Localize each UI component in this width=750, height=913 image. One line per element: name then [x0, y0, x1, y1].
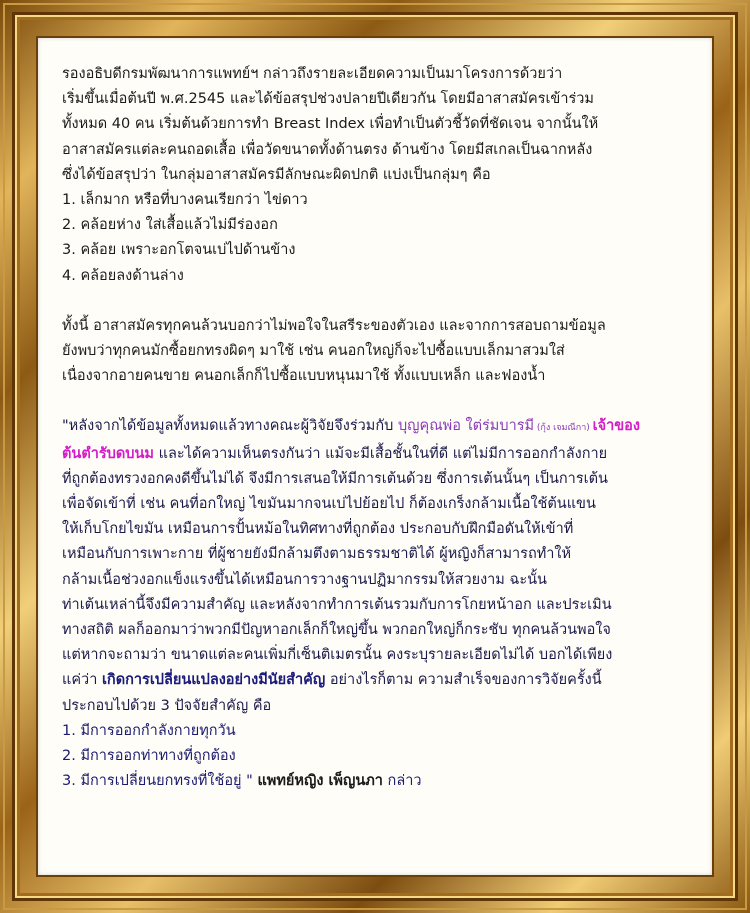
- success-factors-list: [62, 719, 692, 795]
- collaborator-name: บุญคุณพ่อ ใต่ร่มบารมี: [397, 418, 535, 435]
- list-item: 4. คล้อยลงด้านล่าง: [62, 267, 184, 284]
- owner-label: เจ้าของ: [592, 418, 640, 435]
- intro-paragraph: รองอธิบดีกรมพัฒนาการแพทย์ฯ กล่าวถึงรายละเอียดความเป็นมาโครงการด้วยว่า เริ่มขึ้นเมื่อต้นปี พ.ศ.2545 และได้ข้อสรุปช่วงปลายปีเดียวกัน โดยมีอาสาสมัครเข้าร่วม ทั้งหมด 40 คน เริ่มต้นด้วยการทำ Breast Index เพื่อทำเป็นตัวชี้วัดที่ชัดเจน จากนั้นให้ อาสาสมัครแต่ละคนถอดเสื้อ เพื่อวัดขนาดทั้งด้านตรง ด้านข้าง โดยมีสเกลเป็นฉากหลัง ซึ่งได้ข้อสรุปว่า ในกลุ่มอาสาสมัครมีลักษณะผิดปกติ แบ่งเป็นกลุ่มๆ คือ: [62, 66, 599, 183]
- quote-paragraph: [62, 414, 692, 718]
- survey-paragraph: ทั้งนี้ อาสาสมัครทุกคนล้วนบอกว่าไม่พอใจในสรีระของตัวเอง และจากการสอบถามข้อมูล ยังพบว่าทุกคนมักซื้อยกทรงผิดๆ มาใช้ เช่น คนอกใหญ่ก็จะไปซื้อแบบเล็กมาสวมใส่ เนื่องจากอายคนขาย คนอกเล็กก็ไปซื้อแบบหนุนมาใช้ ทั้งแบบเหล็ก และฟองน้ำ: [62, 317, 606, 385]
- article-panel: [36, 36, 714, 877]
- paragraph-gap: [62, 289, 692, 314]
- list-item: 3. คล้อย เพราะอกโตจนเบ่ไปด้านข้าง: [62, 242, 296, 259]
- list-item: 1. มีการออกกำลังกายทุกวัน: [62, 722, 236, 739]
- final-factor: 3. มีการเปลี่ยนยกทรงที่ใช้อยู่ ": [62, 773, 258, 790]
- collaborator-note: (กุ้ง เจมณีกา): [534, 423, 593, 434]
- quote-lead: "หลังจากได้ข้อมูลทั้งหมดแล้วทางคณะผู้วิจัยจึงร่วมกับ: [62, 418, 398, 435]
- list-item-final: [62, 769, 692, 794]
- abnormal-groups-list: [62, 188, 692, 289]
- list-item: 2. คล้อยห่าง ใส่เสื้อแล้วไม่มีร่องอก: [62, 217, 278, 234]
- list-item: 1. เล็กมาก หรือที่บางคนเรียกว่า ไข่ดาว: [62, 192, 308, 209]
- quote-body: และได้ความเห็นตรงกันว่า แม้จะมีเสื้อชั้นในที่ดี แต่ไม่มีการออกกำลังกาย ที่ถูกต้องทรวงอกคงดีขึ้นไม่ได้ จึงมีการเสนอให้มีการเต้นด้วย ซึ่งการเต้นนั้นๆ เป็นการเต้น เพื่อจัดเข้าที่ เช่น คนที่อกใหญ่ ไขมันมากจนเบ่ไปย้อยไป ก็ต้องเกร็งกล้ามเนื้อใช้ต้นแขน ให้เก็บโกยไขมัน เหมือนการปั้นหม้อในทิศทางที่ถูกต้อง ประกอบกับฝึกมือดันให้เข้าที่ เหมือนกับการเพาะกาย ที่ผู้ชายยังมีกล้ามตึงตามธรรมชาติได้ ผู้หญิงก็สามารถทำให้ กล้ามเนื้อช่วงอกแข็งแรงขึ้นได้เหมือนการวางฐานปฏิมากรรมให้สวยงาม ฉะนั้น ท่าเต้นเหล่านี้จึงมีความสำคัญ และหลังจากทำการเต้นรวมกับการโกยหน้าอก และประเมิน ทางสถิติ ผลก็ออกมาว่าพวกมีปัญหาอกเล็กก็ใหญ่ขึ้น พวกอกใหญ่ก็กระชับ ทุกคนล้วนพอใจ แต่หากจะถามว่า ขนาดแต่ละคนเพิ่มกี่เซ็นติเมตรนั้น คงระบุรายละเอียดไม่ได้ บอกได้เพียง แค่ว่า: [62, 445, 613, 689]
- list-item: 2. มีการออกท่าทางที่ถูกต้อง: [62, 748, 236, 765]
- said-word: กล่าว: [382, 773, 422, 790]
- quote-body-end: อย่างไรก็ตาม ความสำเร็จของการวิจัยครั้งนี้ ประกอบไปด้วย 3 ปัจจัยสำคัญ คือ: [62, 672, 602, 714]
- brand-label: ต้นตำรับดบนม: [62, 445, 154, 462]
- paragraph-gap: [62, 389, 692, 414]
- significant-change-phrase: เกิดการเปลี่ยนแปลงอย่างมีนัยสำคัญ: [101, 672, 326, 689]
- speaker-name: แพทย์หญิง เพ็ญนภา: [257, 773, 383, 790]
